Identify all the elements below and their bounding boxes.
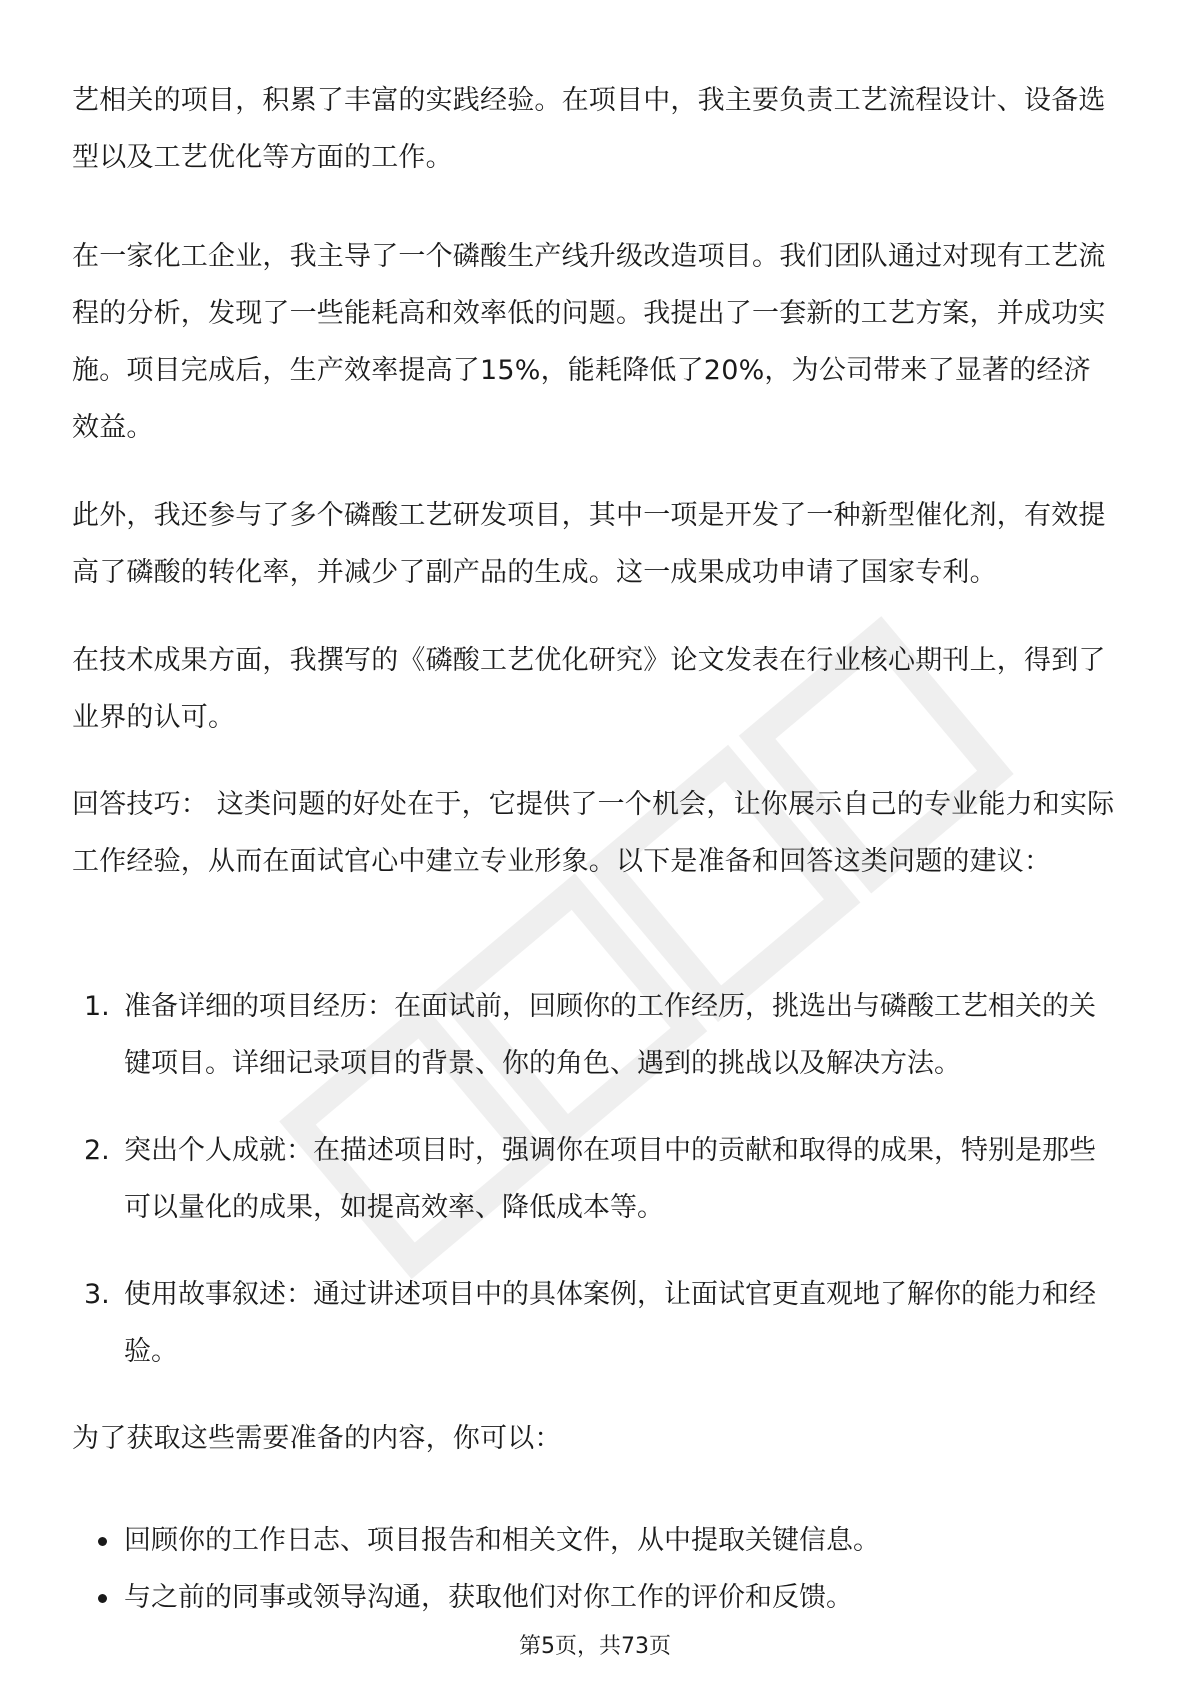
list-item-text: 准备详细的项目经历：在面试前，回顾你的工作经历，挑选出与磷酸工艺相关的关键项目。详细记录项目的背景、你的角色、遇到的挑战以及解决方法。 <box>124 991 1096 1079</box>
list-item-text: 使用故事叙述：通过讲述项目中的具体案例，让面试官更直观地了解你的能力和经验。 <box>124 1279 1096 1367</box>
bullet-list-item <box>72 1569 1118 1626</box>
bullet-list-item <box>72 1512 1118 1569</box>
page-footer <box>0 1632 1190 1662</box>
list-item-text: 突出个人成就：在描述项目时，强调你在项目中的贡献和取得的成果，特别是那些可以量化的成果，如提高效率、降低成本等。 <box>124 1135 1096 1223</box>
paragraph-project-upgrade <box>72 228 1118 456</box>
ordered-list-item <box>72 1122 1118 1236</box>
paragraph-tech-achievements <box>72 632 1118 746</box>
paragraph-text: 艺相关的项目，积累了丰富的实践经验。在项目中，我主要负责工艺流程设计、设备选型以及工艺优化等方面的工作。 <box>72 85 1106 173</box>
bullet-icon <box>98 1594 107 1603</box>
paragraph-answer-tips <box>72 776 1118 890</box>
ordered-list-item <box>72 1266 1118 1380</box>
paragraph-how-to-get <box>72 1410 1118 1467</box>
paragraph-text: 此外，我还参与了多个磷酸工艺研发项目，其中一项是开发了一种新型催化剂，有效提高了磷酸的转化率，并减少了副产品的生成。这一成果成功申请了国家专利。 <box>72 500 1106 588</box>
list-item-text: 与之前的同事或领导沟通，获取他们对你工作的评价和反馈。 <box>124 1582 853 1613</box>
bullet-icon <box>98 1537 107 1546</box>
page-number-label: 第5页，共73页 <box>519 1634 671 1659</box>
paragraph-intro <box>72 20 1118 186</box>
ordered-list-item <box>72 978 1118 1092</box>
paragraph-text: 为了获取这些需要准备的内容，你可以： <box>72 1423 562 1454</box>
list-item-text: 回顾你的工作日志、项目报告和相关文件，从中提取关键信息。 <box>124 1525 880 1556</box>
paragraph-text: 回答技巧： 这类问题的好处在于，它提供了一个机会，让你展示自己的专业能力和实际工作经验，从而在面试官心中建立专业形象。以下是准备和回答这类问题的建议： <box>72 789 1115 877</box>
paragraph-rd-projects <box>72 487 1118 601</box>
list-number: 2. <box>84 1135 110 1166</box>
paragraph-text: 在一家化工企业，我主导了一个磷酸生产线升级改造项目。我们团队通过对现有工艺流程的分析，发现了一些能耗高和效率低的问题。我提出了一套新的工艺方案，并成功实施。项目完成后，生产效率提高了15%，能耗降低了20%，为公司带来了显著的经济效益。 <box>72 241 1106 443</box>
list-number: 1. <box>84 991 110 1022</box>
list-number: 3. <box>84 1279 110 1310</box>
paragraph-text: 在技术成果方面，我撰写的《磷酸工艺优化研究》论文发表在行业核心期刊上，得到了业界的认可。 <box>72 645 1106 733</box>
